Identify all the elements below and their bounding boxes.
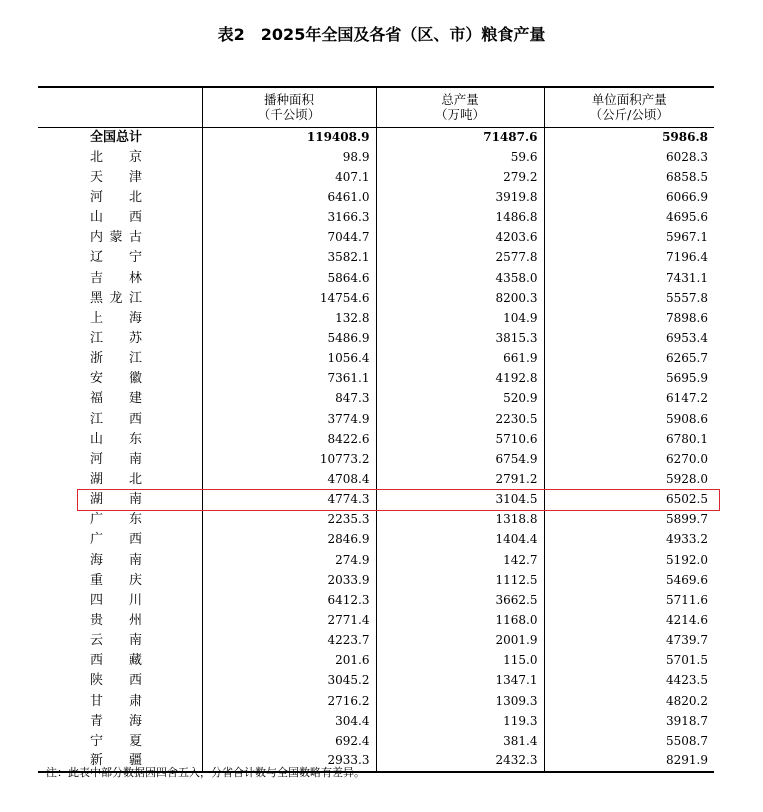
region-name bbox=[38, 328, 202, 348]
yield-value: 7431.1 bbox=[544, 268, 714, 288]
region-label: 浙江 bbox=[90, 351, 169, 367]
total-output-value: 8200.3 bbox=[376, 288, 544, 308]
sown-area-value: 847.3 bbox=[202, 389, 376, 409]
footnote: 注：此表中部分数据因四舍五入，分省合计数与全国数略有差异。 bbox=[46, 766, 365, 779]
yield-value: 6028.3 bbox=[544, 147, 714, 167]
region-name bbox=[38, 288, 202, 308]
table-row bbox=[38, 631, 714, 651]
region-label: 江西 bbox=[90, 411, 169, 427]
total-output-value: 3919.8 bbox=[376, 187, 544, 207]
total-output-value: 661.9 bbox=[376, 349, 544, 369]
yield-value: 5711.6 bbox=[544, 590, 714, 610]
yield-value: 6953.4 bbox=[544, 328, 714, 348]
region-label: 黑龙江 bbox=[90, 290, 149, 306]
region-name bbox=[38, 610, 202, 630]
sown-area-value: 274.9 bbox=[202, 550, 376, 570]
table-header-row bbox=[38, 87, 714, 127]
table-row bbox=[38, 268, 714, 288]
table-row bbox=[38, 671, 714, 691]
total-output-value: 2230.5 bbox=[376, 409, 544, 429]
yield-value: 6270.0 bbox=[544, 449, 714, 469]
region-label: 天津 bbox=[90, 169, 169, 185]
table-row bbox=[38, 147, 714, 167]
yield-value: 6780.1 bbox=[544, 429, 714, 449]
sown-area-value: 8422.6 bbox=[202, 429, 376, 449]
yield-value: 7196.4 bbox=[544, 248, 714, 268]
yield-value: 6502.5 bbox=[544, 490, 714, 510]
total-output-value: 5710.6 bbox=[376, 429, 544, 449]
table-row bbox=[38, 570, 714, 590]
yield-value: 6147.2 bbox=[544, 389, 714, 409]
grain-output-table bbox=[38, 86, 714, 773]
total-output-value: 1404.4 bbox=[376, 530, 544, 550]
region-label: 宁夏 bbox=[90, 733, 169, 749]
sown-area-value: 2033.9 bbox=[202, 570, 376, 590]
region-label: 山西 bbox=[90, 210, 169, 226]
total-output-value: 3815.3 bbox=[376, 328, 544, 348]
sown-area-value: 3166.3 bbox=[202, 208, 376, 228]
total-output-value: 279.2 bbox=[376, 167, 544, 187]
header-total-output-unit: （万吨） bbox=[434, 107, 485, 123]
region-label: 江苏 bbox=[90, 330, 169, 346]
total-output-value: 2791.2 bbox=[376, 469, 544, 489]
region-label: 福建 bbox=[90, 391, 169, 407]
sown-area-value: 7361.1 bbox=[202, 369, 376, 389]
region-label: 陕西 bbox=[90, 673, 169, 689]
table-row bbox=[38, 349, 714, 369]
sown-area-value: 304.4 bbox=[202, 711, 376, 731]
sown-area-value: 3774.9 bbox=[202, 409, 376, 429]
table-row bbox=[38, 691, 714, 711]
sown-area-value: 2771.4 bbox=[202, 610, 376, 630]
region-label: 全国总计 bbox=[90, 129, 143, 145]
region-name bbox=[38, 691, 202, 711]
region-label: 四川 bbox=[90, 592, 169, 608]
header-total-output-label: 总产量 bbox=[441, 92, 479, 108]
yield-value: 5508.7 bbox=[544, 731, 714, 751]
region-label: 海南 bbox=[90, 552, 169, 568]
region-label: 青海 bbox=[90, 713, 169, 729]
total-output-value: 119.3 bbox=[376, 711, 544, 731]
table-title: 表2 2025年全国及各省（区、市）粮食产量 bbox=[217, 25, 546, 44]
region-label: 贵州 bbox=[90, 612, 169, 628]
table-row bbox=[38, 308, 714, 328]
total-output-value: 1309.3 bbox=[376, 691, 544, 711]
total-output-value: 381.4 bbox=[376, 731, 544, 751]
region-name bbox=[38, 308, 202, 328]
yield-value: 4423.5 bbox=[544, 671, 714, 691]
region-label: 西藏 bbox=[90, 653, 169, 669]
table-row bbox=[38, 469, 714, 489]
table-row bbox=[38, 530, 714, 550]
total-output-value: 1112.5 bbox=[376, 570, 544, 590]
region-name bbox=[38, 208, 202, 228]
sown-area-value: 2933.3 bbox=[202, 751, 376, 771]
sown-area-value: 7044.7 bbox=[202, 228, 376, 248]
yield-value: 5928.0 bbox=[544, 469, 714, 489]
table-row bbox=[38, 490, 714, 510]
region-label: 山东 bbox=[90, 431, 169, 447]
sown-area-value: 119408.9 bbox=[202, 127, 376, 147]
header-total-output bbox=[376, 87, 544, 127]
region-label: 安徽 bbox=[90, 371, 169, 387]
region-name bbox=[38, 389, 202, 409]
sown-area-value: 1056.4 bbox=[202, 349, 376, 369]
total-output-value: 104.9 bbox=[376, 308, 544, 328]
total-output-value: 142.7 bbox=[376, 550, 544, 570]
region-name bbox=[38, 550, 202, 570]
region-label: 上海 bbox=[90, 310, 169, 326]
yield-value: 4739.7 bbox=[544, 631, 714, 651]
region-name bbox=[38, 409, 202, 429]
yield-value: 4214.6 bbox=[544, 610, 714, 630]
sown-area-value: 6461.0 bbox=[202, 187, 376, 207]
total-output-value: 6754.9 bbox=[376, 449, 544, 469]
region-name bbox=[38, 349, 202, 369]
total-output-value: 3104.5 bbox=[376, 490, 544, 510]
region-name bbox=[38, 590, 202, 610]
region-name bbox=[38, 248, 202, 268]
sown-area-value: 3582.1 bbox=[202, 248, 376, 268]
table-row bbox=[38, 449, 714, 469]
region-name bbox=[38, 429, 202, 449]
region-name bbox=[38, 631, 202, 651]
total-output-value: 3662.5 bbox=[376, 590, 544, 610]
region-name bbox=[38, 651, 202, 671]
table-body bbox=[38, 127, 714, 772]
region-name bbox=[38, 127, 202, 147]
region-label: 云南 bbox=[90, 633, 169, 649]
total-output-value: 71487.6 bbox=[376, 127, 544, 147]
sown-area-value: 2846.9 bbox=[202, 530, 376, 550]
total-output-value: 4203.6 bbox=[376, 228, 544, 248]
region-name bbox=[38, 167, 202, 187]
table-row bbox=[38, 187, 714, 207]
total-output-value: 1168.0 bbox=[376, 610, 544, 630]
sown-area-value: 3045.2 bbox=[202, 671, 376, 691]
header-sown-area-unit: （千公顷） bbox=[257, 107, 321, 123]
sown-area-value: 4223.7 bbox=[202, 631, 376, 651]
sown-area-value: 14754.6 bbox=[202, 288, 376, 308]
yield-value: 6066.9 bbox=[544, 187, 714, 207]
yield-value: 4820.2 bbox=[544, 691, 714, 711]
region-name bbox=[38, 369, 202, 389]
table-row bbox=[38, 731, 714, 751]
yield-value: 5967.1 bbox=[544, 228, 714, 248]
sown-area-value: 132.8 bbox=[202, 308, 376, 328]
total-output-value: 4192.8 bbox=[376, 369, 544, 389]
region-name bbox=[38, 731, 202, 751]
region-name bbox=[38, 469, 202, 489]
sown-area-value: 2716.2 bbox=[202, 691, 376, 711]
region-label: 北京 bbox=[90, 149, 169, 165]
total-output-value: 1347.1 bbox=[376, 671, 544, 691]
region-label: 湖南 bbox=[90, 492, 169, 508]
yield-value: 5701.5 bbox=[544, 651, 714, 671]
sown-area-value: 2235.3 bbox=[202, 510, 376, 530]
total-output-value: 2432.3 bbox=[376, 751, 544, 771]
yield-value: 3918.7 bbox=[544, 711, 714, 731]
table-row bbox=[38, 429, 714, 449]
sown-area-value: 6412.3 bbox=[202, 590, 376, 610]
sown-area-value: 10773.2 bbox=[202, 449, 376, 469]
region-label: 吉林 bbox=[90, 270, 169, 286]
header-yield bbox=[544, 87, 714, 127]
sown-area-value: 692.4 bbox=[202, 731, 376, 751]
yield-value: 5192.0 bbox=[544, 550, 714, 570]
table-row bbox=[38, 711, 714, 731]
table-row-total bbox=[38, 127, 714, 147]
region-name bbox=[38, 671, 202, 691]
table-row bbox=[38, 651, 714, 671]
table-row bbox=[38, 369, 714, 389]
sown-area-value: 407.1 bbox=[202, 167, 376, 187]
yield-value: 5557.8 bbox=[544, 288, 714, 308]
total-output-value: 520.9 bbox=[376, 389, 544, 409]
yield-value: 6265.7 bbox=[544, 349, 714, 369]
sown-area-value: 5864.6 bbox=[202, 268, 376, 288]
region-label: 辽宁 bbox=[90, 250, 169, 266]
region-name bbox=[38, 530, 202, 550]
yield-value: 6858.5 bbox=[544, 167, 714, 187]
table-row bbox=[38, 328, 714, 348]
yield-value: 8291.9 bbox=[544, 751, 714, 771]
region-name bbox=[38, 228, 202, 248]
region-name bbox=[38, 187, 202, 207]
region-name bbox=[38, 449, 202, 469]
yield-value: 5695.9 bbox=[544, 369, 714, 389]
header-sown-area-label: 播种面积 bbox=[263, 92, 314, 108]
yield-value: 5986.8 bbox=[544, 127, 714, 147]
yield-value: 4695.6 bbox=[544, 208, 714, 228]
region-name bbox=[38, 570, 202, 590]
table-row bbox=[38, 590, 714, 610]
sown-area-value: 4774.3 bbox=[202, 490, 376, 510]
yield-value: 5899.7 bbox=[544, 510, 714, 530]
total-output-value: 2577.8 bbox=[376, 248, 544, 268]
total-output-value: 4358.0 bbox=[376, 268, 544, 288]
header-region bbox=[38, 87, 202, 127]
sown-area-value: 4708.4 bbox=[202, 469, 376, 489]
region-label: 甘肃 bbox=[90, 693, 169, 709]
region-name bbox=[38, 510, 202, 530]
table-row bbox=[38, 167, 714, 187]
region-label: 湖北 bbox=[90, 471, 169, 487]
table-row bbox=[38, 389, 714, 409]
table-row bbox=[38, 248, 714, 268]
region-name bbox=[38, 147, 202, 167]
region-label: 新疆 bbox=[90, 753, 169, 769]
header-yield-label: 单位面积产量 bbox=[591, 92, 667, 108]
table-row bbox=[38, 228, 714, 248]
yield-value: 7898.6 bbox=[544, 308, 714, 328]
table-row bbox=[38, 288, 714, 308]
total-output-value: 115.0 bbox=[376, 651, 544, 671]
table-row bbox=[38, 510, 714, 530]
total-output-value: 2001.9 bbox=[376, 631, 544, 651]
region-label: 河南 bbox=[90, 451, 169, 467]
region-label: 重庆 bbox=[90, 572, 169, 588]
total-output-value: 59.6 bbox=[376, 147, 544, 167]
sown-area-value: 5486.9 bbox=[202, 328, 376, 348]
region-label: 广东 bbox=[90, 512, 169, 528]
region-name bbox=[38, 268, 202, 288]
table-row bbox=[38, 409, 714, 429]
region-name bbox=[38, 711, 202, 731]
region-label: 河北 bbox=[90, 189, 169, 205]
header-sown-area bbox=[202, 87, 376, 127]
total-output-value: 1318.8 bbox=[376, 510, 544, 530]
region-name bbox=[38, 490, 202, 510]
yield-value: 5469.6 bbox=[544, 570, 714, 590]
yield-value: 5908.6 bbox=[544, 409, 714, 429]
header-yield-unit: （公斤/公顷） bbox=[589, 107, 669, 123]
region-label: 内蒙古 bbox=[90, 230, 149, 246]
table-row bbox=[38, 208, 714, 228]
sown-area-value: 201.6 bbox=[202, 651, 376, 671]
table-row bbox=[38, 610, 714, 630]
region-label: 广西 bbox=[90, 532, 169, 548]
total-output-value: 1486.8 bbox=[376, 208, 544, 228]
table-row bbox=[38, 550, 714, 570]
sown-area-value: 98.9 bbox=[202, 147, 376, 167]
yield-value: 4933.2 bbox=[544, 530, 714, 550]
